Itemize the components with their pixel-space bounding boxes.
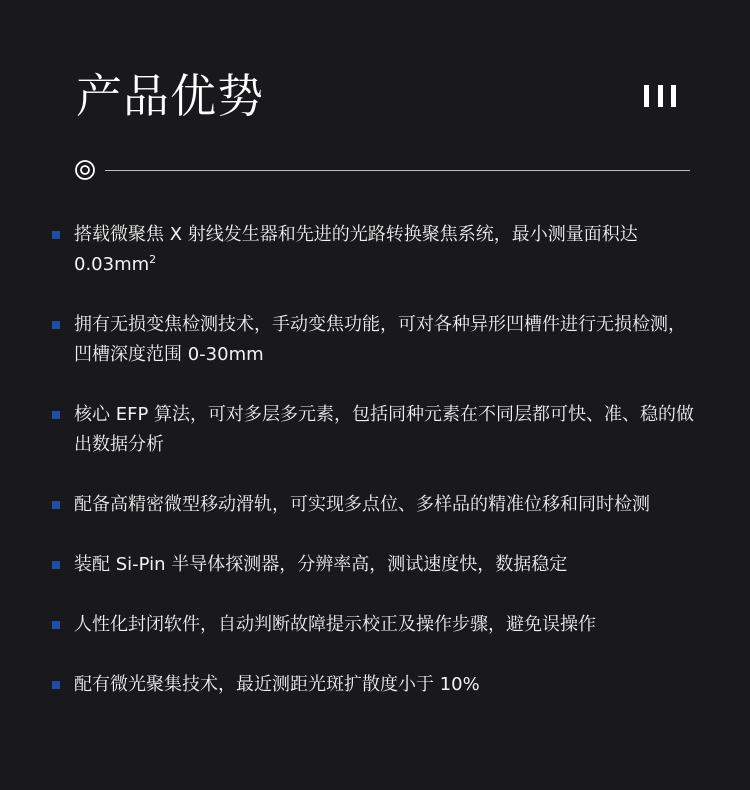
divider-line <box>105 170 690 171</box>
feature-item <box>52 220 702 280</box>
section-divider <box>74 159 690 181</box>
square-bullet-icon <box>52 231 60 239</box>
square-bullet-icon <box>52 561 60 569</box>
feature-text: 人性化封闭软件，自动判断故障提示校正及操作步骤，避免误操作 <box>74 614 596 635</box>
page-title: 产品优势 <box>76 69 264 123</box>
feature-text: 配备高精密微型移动滑轨，可实现多点位、多样品的精准位移和同时检测 <box>74 494 650 515</box>
feature-item <box>52 400 702 460</box>
square-bullet-icon <box>52 621 60 629</box>
feature-item <box>52 610 702 640</box>
page-header <box>76 66 688 126</box>
feature-text: 配有微光聚集技术，最近测距光斑扩散度小于 10% <box>74 674 480 695</box>
square-bullet-icon <box>52 501 60 509</box>
square-bullet-icon <box>52 321 60 329</box>
feature-text: 搭载微聚焦 X 射线发生器和先进的光路转换聚焦系统，最小测量面积达 0.03mm <box>74 224 638 275</box>
square-bullet-icon <box>52 411 60 419</box>
feature-text: 拥有无损变焦检测技术，手动变焦功能，可对各种异形凹槽件进行无损检测，凹槽深度范围 0-30mm <box>74 314 686 365</box>
three-bars-icon <box>644 85 676 107</box>
feature-list <box>52 220 702 700</box>
feature-item <box>52 670 702 700</box>
feature-item <box>52 550 702 580</box>
feature-text: 核心 EFP 算法，可对多层多元素，包括同种元素在不同层都可快、准、稳的做出数据分析 <box>74 404 695 455</box>
feature-item <box>52 490 702 520</box>
superscript: 2 <box>149 253 157 266</box>
target-circle-icon <box>74 159 96 181</box>
feature-item <box>52 310 702 370</box>
square-bullet-icon <box>52 681 60 689</box>
feature-text: 装配 Si-Pin 半导体探测器，分辨率高，测试速度快，数据稳定 <box>74 554 568 575</box>
